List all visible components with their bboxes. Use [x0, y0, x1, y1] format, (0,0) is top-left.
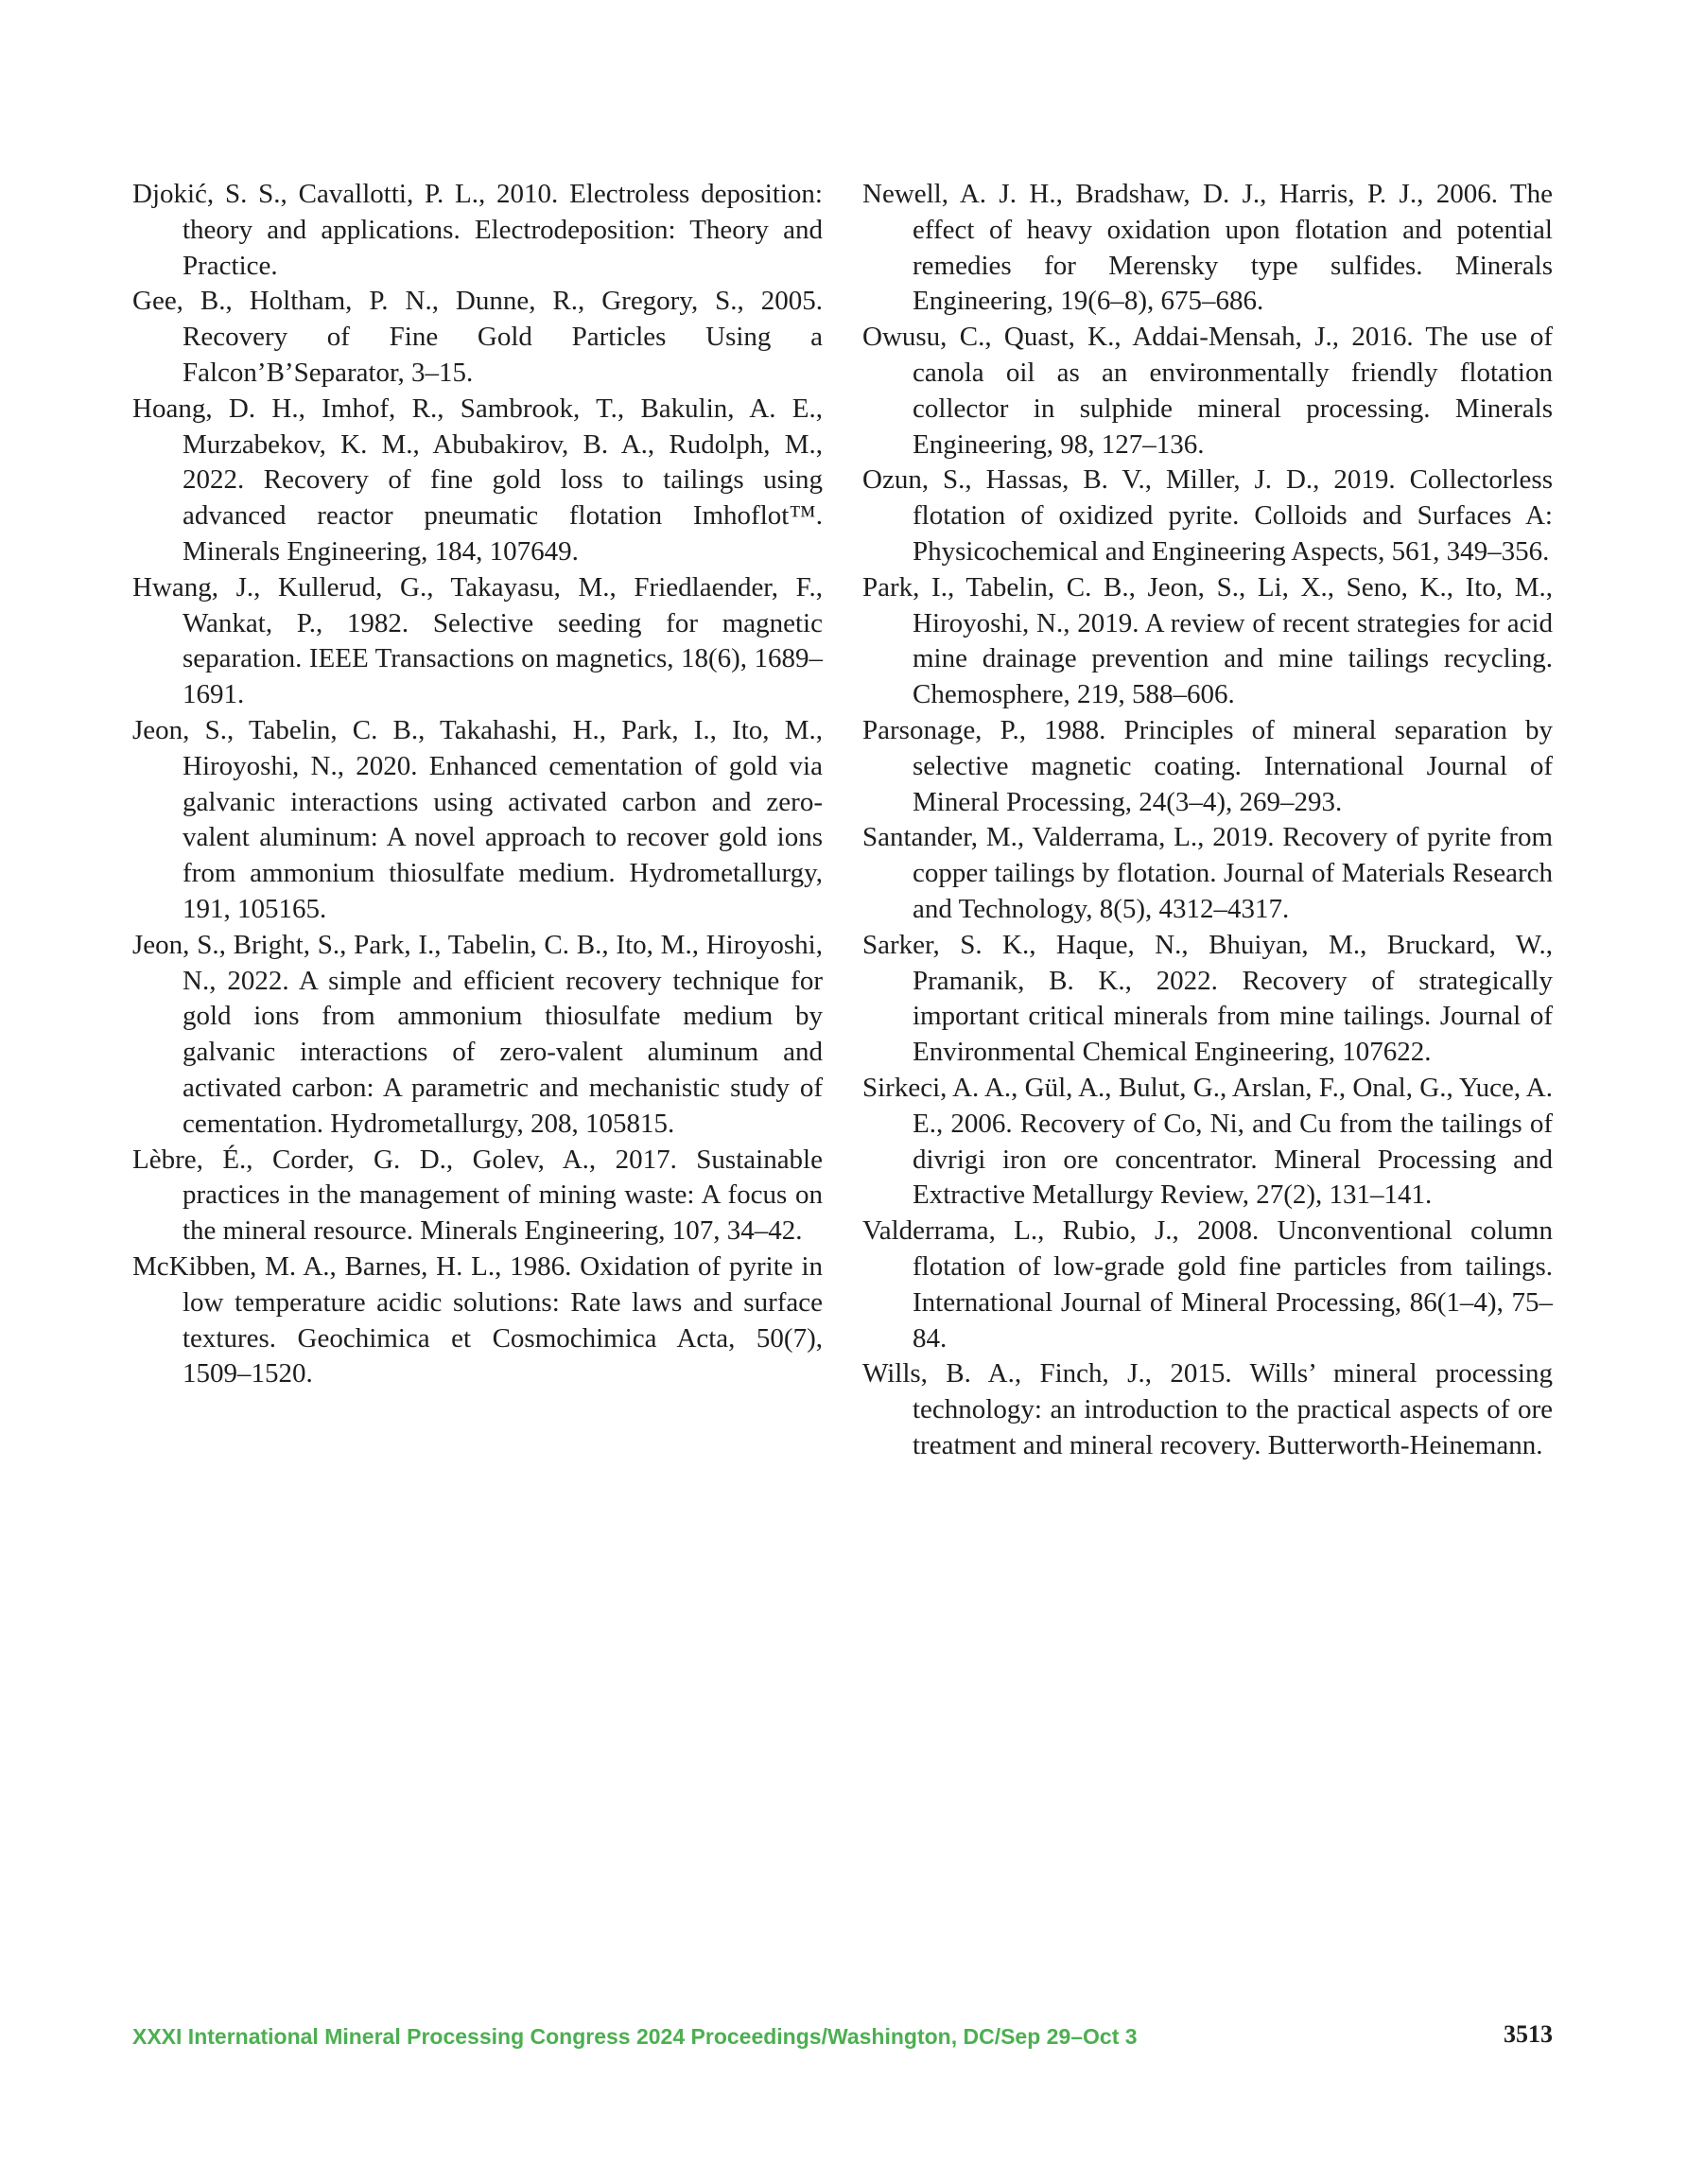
reference-item: Jeon, S., Tabelin, C. B., Takahashi, H., Park, I., Ito, M., Hiroyoshi, N., 2020. Enhanced cementation of gold via galvanic interactions using activated carbon and zero-valent aluminum: A novel approach to recover gold ions from ammonium thiosulfate medium. Hydrometallurgy, 191, 105165.: [132, 714, 823, 924]
reference-item: Valderrama, L., Rubio, J., 2008. Unconventional column flotation of low-grade gold fine particles from tailings. International Journal of Mineral Processing, 86(1–4), 75–84.: [862, 1215, 1553, 1354]
reference-item: Lèbre, É., Corder, G. D., Golev, A., 2017. Sustainable practices in the management of mining waste: A focus on the mineral resource. Minerals Engineering, 107, 34–42.: [132, 1144, 823, 1247]
references-column-left: [132, 177, 823, 1392]
reference-item: Djokić, S. S., Cavallotti, P. L., 2010. Electroless deposition: theory and applications. Electrodeposition: Theory and Practice.: [132, 179, 823, 281]
reference-item: Jeon, S., Bright, S., Park, I., Tabelin, C. B., Ito, M., Hiroyoshi, N., 2022. A simple and efficient recovery technique for gold ions from ammonium thiosulfate medium by galvanic interactions of zero-valent aluminum and activated carbon: A parametric and mechanistic study of cementation. Hydrometallurgy, 208, 105815.: [132, 929, 823, 1139]
reference-item: Parsonage, P., 1988. Principles of mineral separation by selective magnetic coating. International Journal of Mineral Processing, 24(3–4), 269–293.: [862, 714, 1553, 817]
reference-item: Wills, B. A., Finch, J., 2015. Wills’ mineral processing technology: an introduction to the practical aspects of ore treatment and mineral recovery. Butterworth-Heinemann.: [862, 1358, 1553, 1460]
reference-item: Sarker, S. K., Haque, N., Bhuiyan, M., Bruckard, W., Pramanik, B. K., 2022. Recovery of strategically important critical minerals from mine tailings. Journal of Environmental Chemical Engineering, 107622.: [862, 929, 1553, 1068]
reference-item: Hoang, D. H., Imhof, R., Sambrook, T., Bakulin, A. E., Murzabekov, K. M., Abubakirov, B. A., Rudolph, M., 2022. Recovery of fine gold loss to tailings using advanced reactor pneumatic flotation Imhoflot™. Minerals Engineering, 184, 107649.: [132, 393, 823, 567]
reference-item: Hwang, J., Kullerud, G., Takayasu, M., Friedlaender, F., Wankat, P., 1982. Selective seeding for magnetic separation. IEEE Transactions on magnetics, 18(6), 1689–1691.: [132, 571, 823, 710]
reference-item: Santander, M., Valderrama, L., 2019. Recovery of pyrite from copper tailings by flotation. Journal of Materials Research and Technology, 8(5), 4312–4317.: [862, 822, 1553, 924]
reference-item: Owusu, C., Quast, K., Addai-Mensah, J., 2016. The use of canola oil as an environmentally friendly flotation collector in sulphide mineral processing. Minerals Engineering, 98, 127–136.: [862, 322, 1553, 460]
footer-conference-title: XXXI International Mineral Processing Congress 2024 Proceedings/Washington, DC/Sep 29–Oct 3: [132, 2024, 1138, 2049]
reference-item: Newell, A. J. H., Bradshaw, D. J., Harris, P. J., 2006. The effect of heavy oxidation upon flotation and potential remedies for Merensky type sulfides. Minerals Engineering, 19(6–8), 675–686.: [862, 179, 1553, 317]
reference-item: Ozun, S., Hassas, B. V., Miller, J. D., 2019. Collectorless flotation of oxidized pyrite. Colloids and Surfaces A: Physicochemical and Engineering Aspects, 561, 349–356.: [862, 464, 1553, 567]
reference-item: Sirkeci, A. A., Gül, A., Bulut, G., Arslan, F., Onal, G., Yuce, A. E., 2006. Recovery of Co, Ni, and Cu from the tailings of divrigi iron ore concentrator. Mineral Processing and Extractive Metallurgy Review, 27(2), 131–141.: [862, 1072, 1553, 1211]
references-column-right: [862, 177, 1553, 1464]
reference-item: Gee, B., Holtham, P. N., Dunne, R., Gregory, S., 2005. Recovery of Fine Gold Particles Using a Falcon’B’Separator, 3–15.: [132, 286, 823, 388]
reference-item: McKibben, M. A., Barnes, H. L., 1986. Oxidation of pyrite in low temperature acidic solutions: Rate laws and surface textures. Geochimica et Cosmochimica Acta, 50(7), 1509–1520.: [132, 1250, 823, 1389]
reference-item: Park, I., Tabelin, C. B., Jeon, S., Li, X., Seno, K., Ito, M., Hiroyoshi, N., 2019. A review of recent strategies for acid mine drainage prevention and mine tailings recycling. Chemosphere, 219, 588–606.: [862, 571, 1553, 710]
page-number: 3513: [1504, 2020, 1553, 2048]
